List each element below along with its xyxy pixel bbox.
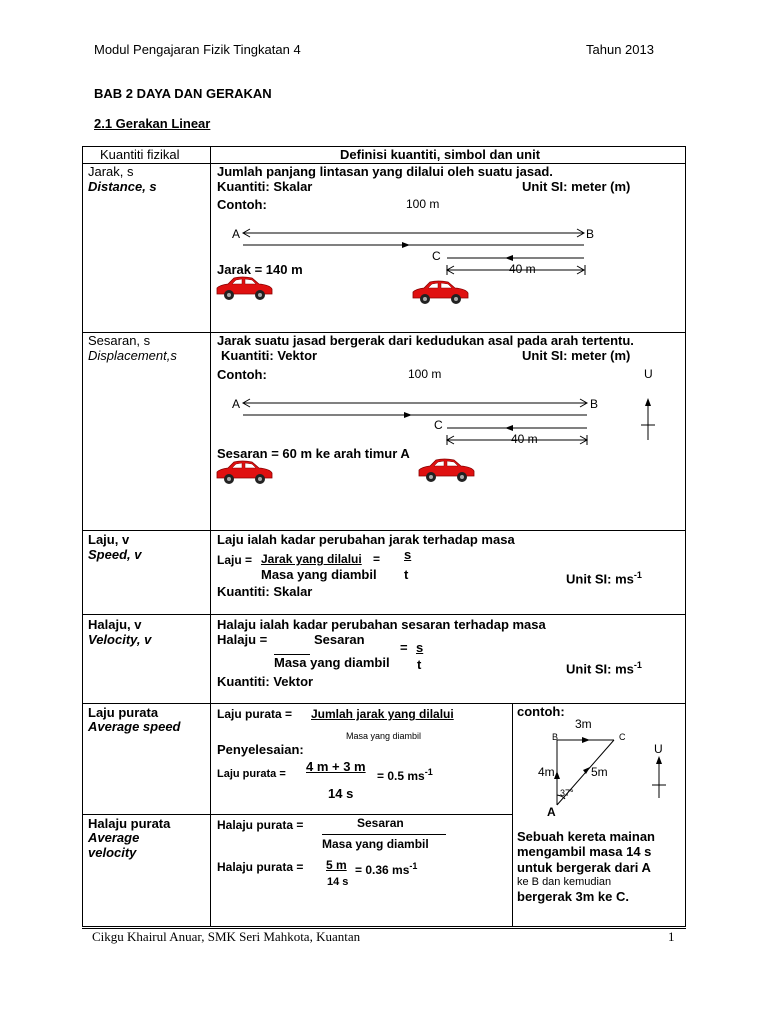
speed-equals: = (373, 552, 381, 566)
displacement-point-a: A (232, 397, 241, 411)
distance-40m-label: 40 m (509, 262, 536, 276)
example-angle-label: 37° (560, 788, 574, 798)
example-text-2: mengambil masa 14 s (517, 844, 652, 859)
header-year: Tahun 2013 (586, 42, 654, 57)
avg-velocity-calc-denominator: 14 s (327, 876, 349, 888)
chapter-title: BAB 2 DAYA DAN GERAKAN (94, 86, 272, 101)
velocity-equals: = (400, 640, 408, 655)
displacement-point-b: B (590, 397, 599, 411)
displacement-quantity: Kuantiti: Vektor (221, 348, 318, 363)
avg-speed-calc-numerator: 4 m + 3 m (306, 759, 366, 774)
example-north-arrow-icon (652, 756, 666, 798)
header-title: Modul Pengajaran Fizik Tingkatan 4 (94, 42, 301, 57)
avg-velocity-english-1: Average (88, 830, 140, 845)
example-text-5: bergerak 3m ke C. (517, 889, 630, 904)
avg-velocity-calc-result: = 0.36 $ms^{-1}$ (355, 861, 418, 877)
speed-quantity: Kuantiti: Skalar (217, 584, 313, 599)
example-text-3: untuk bergerak dari A (517, 860, 651, 875)
velocity-prefix: Halaju = (217, 632, 268, 647)
displacement-result: Sesaran = 60 m ke arah timur A (217, 446, 410, 461)
distance-name: Jarak, s (88, 164, 134, 179)
displacement-definition: Jarak suatu jasad bergerak dari kedudukan asal pada arah tertentu. (217, 333, 634, 348)
velocity-denominator: Masa yang diambil (274, 655, 390, 670)
avg-speed-formula-prefix: Laju purata = (217, 707, 293, 721)
velocity-english: Velocity, v (88, 632, 152, 647)
avg-speed-calc-result: = 0.5 $ms^{-1}$ (377, 767, 433, 783)
displacement-40m-label: 40 m (511, 432, 538, 446)
displacement-name: Sesaran, s (88, 333, 151, 348)
velocity-numerator: Sesaran (314, 632, 365, 647)
avg-speed-denominator: Masa yang diambil (346, 731, 422, 741)
avg-velocity-denominator: Masa yang diambil (322, 837, 429, 851)
example-point-c: C (619, 732, 626, 742)
avg-speed-calc-denominator: 14 s (328, 786, 354, 801)
velocity-definition: Halaju ialah kadar perubahan sesaran terhadap masa (217, 617, 546, 632)
column-header-quantity: Kuantiti fizikal (100, 147, 180, 162)
avg-speed-calc-prefix: Laju purata = (217, 768, 286, 780)
speed-numerator: Jarak yang dilalui (261, 552, 362, 566)
velocity-s: s (416, 640, 424, 655)
example-title: contoh: (517, 704, 565, 719)
speed-unit: Unit SI: $ms^{-1}$ (566, 570, 642, 587)
footer-page-number: 1 (668, 929, 675, 944)
avg-speed-numerator: Jumlah jarak yang dilalui (311, 707, 454, 721)
distance-example-label: Contoh: (217, 197, 267, 212)
avg-velocity-formula-prefix: Halaju purata = (217, 818, 304, 832)
velocity-t: t (417, 657, 422, 672)
speed-definition: Laju ialah kadar perubahan jarak terhadap masa (217, 532, 515, 547)
footer-author: Cikgu Khairul Anuar, SMK Seri Mahkota, Kuantan (92, 929, 361, 944)
avg-velocity-calc-numerator: 5 m (326, 858, 347, 872)
speed-english: Speed, v (88, 547, 142, 562)
avg-velocity-numerator: Sesaran (357, 816, 404, 830)
example-north-label: U (654, 742, 663, 756)
example-point-b: B (552, 732, 559, 742)
example-text-4: ke B dan kemudian (517, 876, 612, 888)
example-top-label: 3m (575, 717, 592, 731)
speed-name: Laju, v (88, 532, 130, 547)
distance-result: Jarak = 140 m (217, 262, 303, 277)
distance-point-b: B (586, 227, 595, 241)
avg-velocity-english-2: velocity (88, 845, 137, 860)
velocity-unit: Unit SI: $ms^{-1}$ (566, 660, 642, 677)
distance-point-a: A (232, 227, 241, 241)
speed-t: t (404, 567, 409, 582)
displacement-north-label: U (644, 367, 653, 381)
avg-speed-english: Average speed (88, 719, 181, 734)
velocity-quantity: Kuantiti: Vektor (217, 674, 314, 689)
avg-speed-name: Laju purata (88, 705, 159, 720)
displacement-100m-label: 100 m (408, 367, 442, 381)
distance-definition: Jumlah panjang lintasan yang dilalui oleh suatu jasad. (217, 164, 553, 179)
avg-speed-solution-label: Penyelesaian: (217, 742, 304, 757)
distance-english: Distance, s (88, 179, 157, 194)
velocity-name: Halaju, v (88, 617, 142, 632)
distance-100m-label: 100 m (406, 197, 440, 211)
displacement-point-c: C (434, 418, 443, 432)
distance-quantity: Kuantiti: Skalar (217, 179, 313, 194)
displacement-example-label: Contoh: (217, 367, 267, 382)
distance-unit: Unit SI: meter (m) (522, 179, 631, 194)
displacement-unit: Unit SI: meter (m) (522, 348, 631, 363)
distance-point-c: C (432, 249, 441, 263)
example-text-1: Sebuah kereta mainan (517, 829, 655, 844)
example-left-label: 4m (538, 765, 555, 779)
section-title: 2.1 Gerakan Linear (94, 116, 211, 131)
avg-velocity-name: Halaju purata (88, 816, 171, 831)
speed-denominator: Masa yang diambil (261, 567, 377, 582)
example-point-a: A (547, 805, 556, 819)
speed-s: s (404, 547, 412, 562)
speed-prefix: Laju = (217, 553, 253, 567)
avg-velocity-calc-prefix: Halaju purata = (217, 860, 304, 874)
column-header-definition: Definisi kuantiti, simbol dan unit (340, 147, 541, 162)
example-hyp-label: 5m (591, 765, 608, 779)
displacement-english: Displacement,s (88, 348, 177, 363)
